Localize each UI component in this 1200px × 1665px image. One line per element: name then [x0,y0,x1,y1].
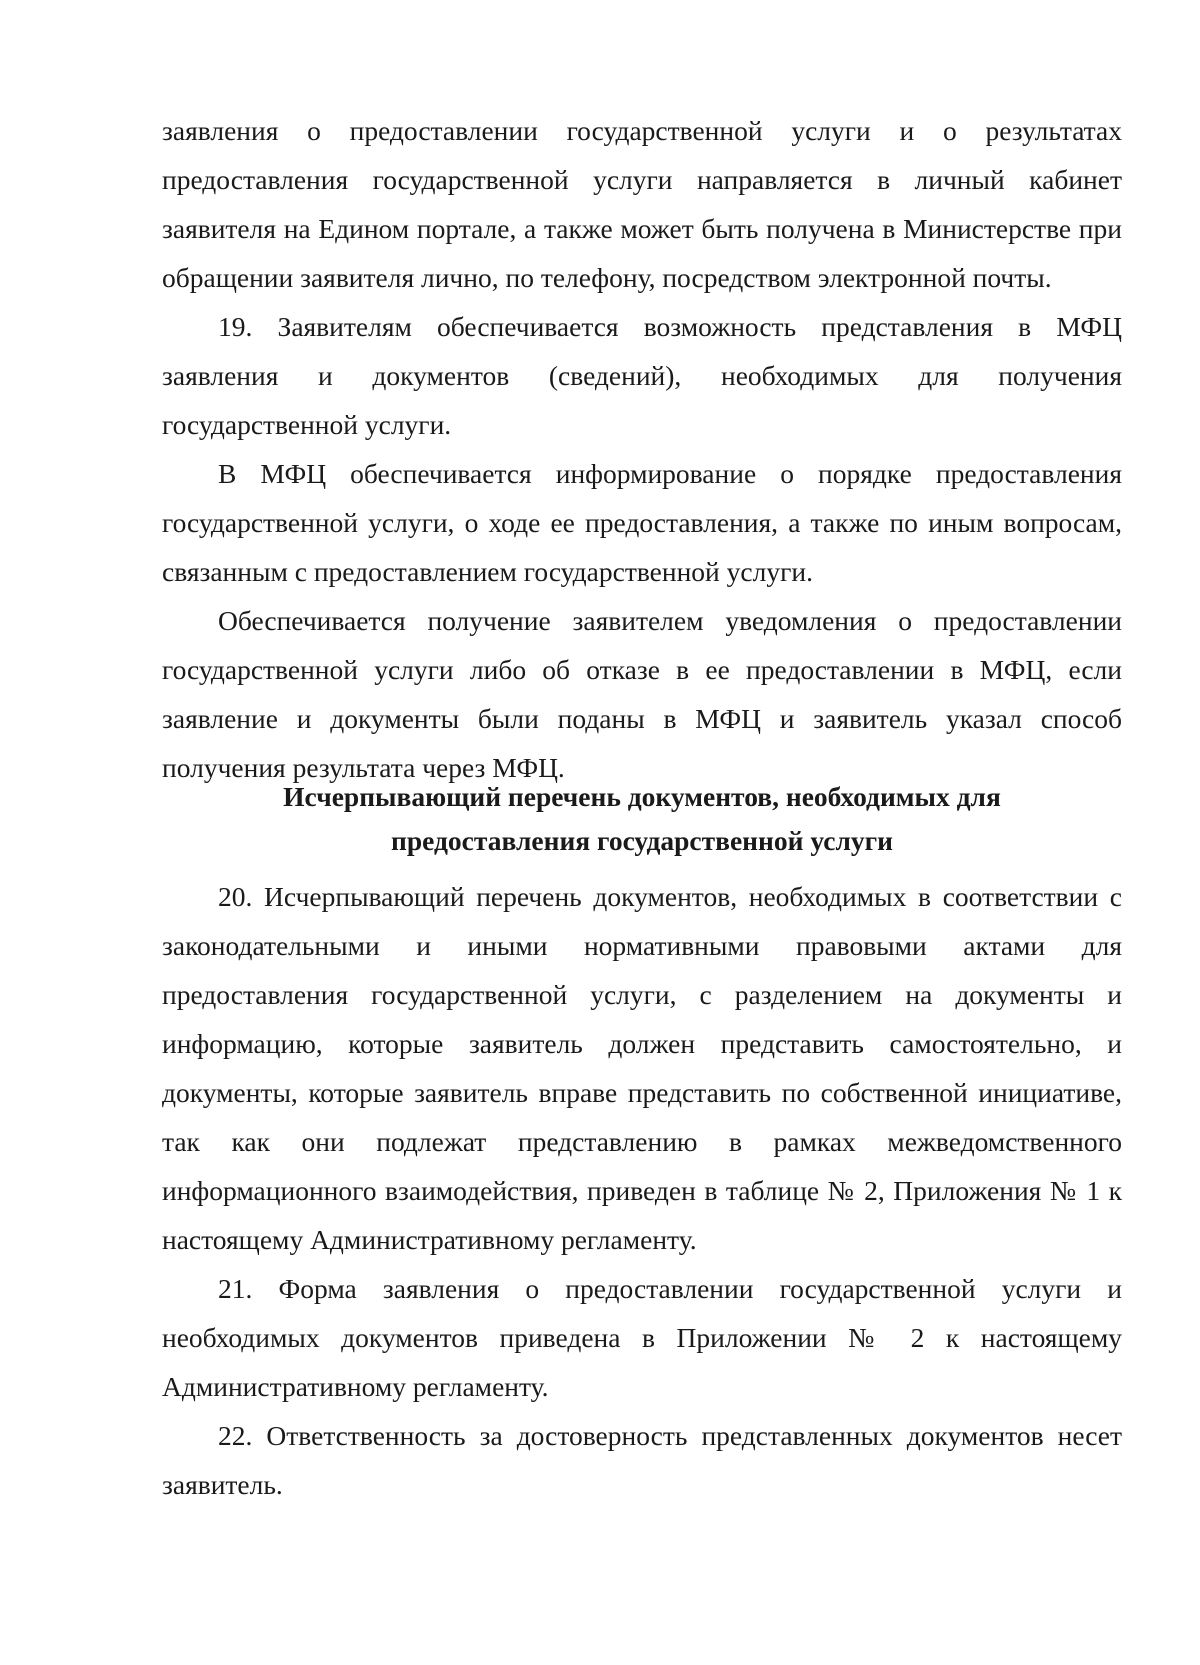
text-block-top [162,106,1122,792]
heading-line-2: предоставления государственной услуги [391,825,893,856]
text-block-bottom [162,872,1122,1509]
heading-line-1: Исчерпывающий перечень документов, необходимых для [283,781,1001,812]
paragraph-continuation: заявления о предоставлении государственной услуги и о результатах предоставления государственной услуги направляется в личный кабинет заявителя на Едином портале, а также может быть получена в Министерстве при обращении заявителя лично, по телефону, посредством электронной почты. [162,115,1122,293]
paragraph-21: 21. Форма заявления о предоставлении государственной услуги и необходимых документов приведена в Приложении № 2 к настоящему Административному регламенту. [162,1273,1122,1402]
paragraph-mfc-info: В МФЦ обеспечивается информирование о порядке предоставления государственной услуги, о ходе ее предоставления, а также по иным вопросам, связанным с предоставлением государственной услуги. [162,458,1122,587]
paragraph-19: 19. Заявителям обеспечивается возможность представления в МФЦ заявления и документов (сведений), необходимых для получения государственной услуги. [162,311,1122,440]
paragraph-22: 22. Ответственность за достоверность представленных документов несет заявитель. [162,1420,1122,1500]
paragraph-20: 20. Исчерпывающий перечень документов, необходимых в соответствии с законодательными и иными нормативными правовыми актами для предоставления государственной услуги, с разделением на документы и информацию, которые заявитель должен представить самостоятельно, и документы, которые заявитель вправе представить по собственной инициативе, так как они подлежат представлению в рамках межведомственного информационного взаимодействия, приведен в таблице № 2, Приложения № 1 к настоящему Административному регламенту. [162,881,1122,1255]
paragraph-notice: Обеспечивается получение заявителем уведомления о предоставлении государственной услуги либо об отказе в ее предоставлении в МФЦ, если заявление и документы были поданы в МФЦ и заявитель указал способ получения результата через МФЦ. [162,605,1122,783]
section-heading [162,775,1122,863]
